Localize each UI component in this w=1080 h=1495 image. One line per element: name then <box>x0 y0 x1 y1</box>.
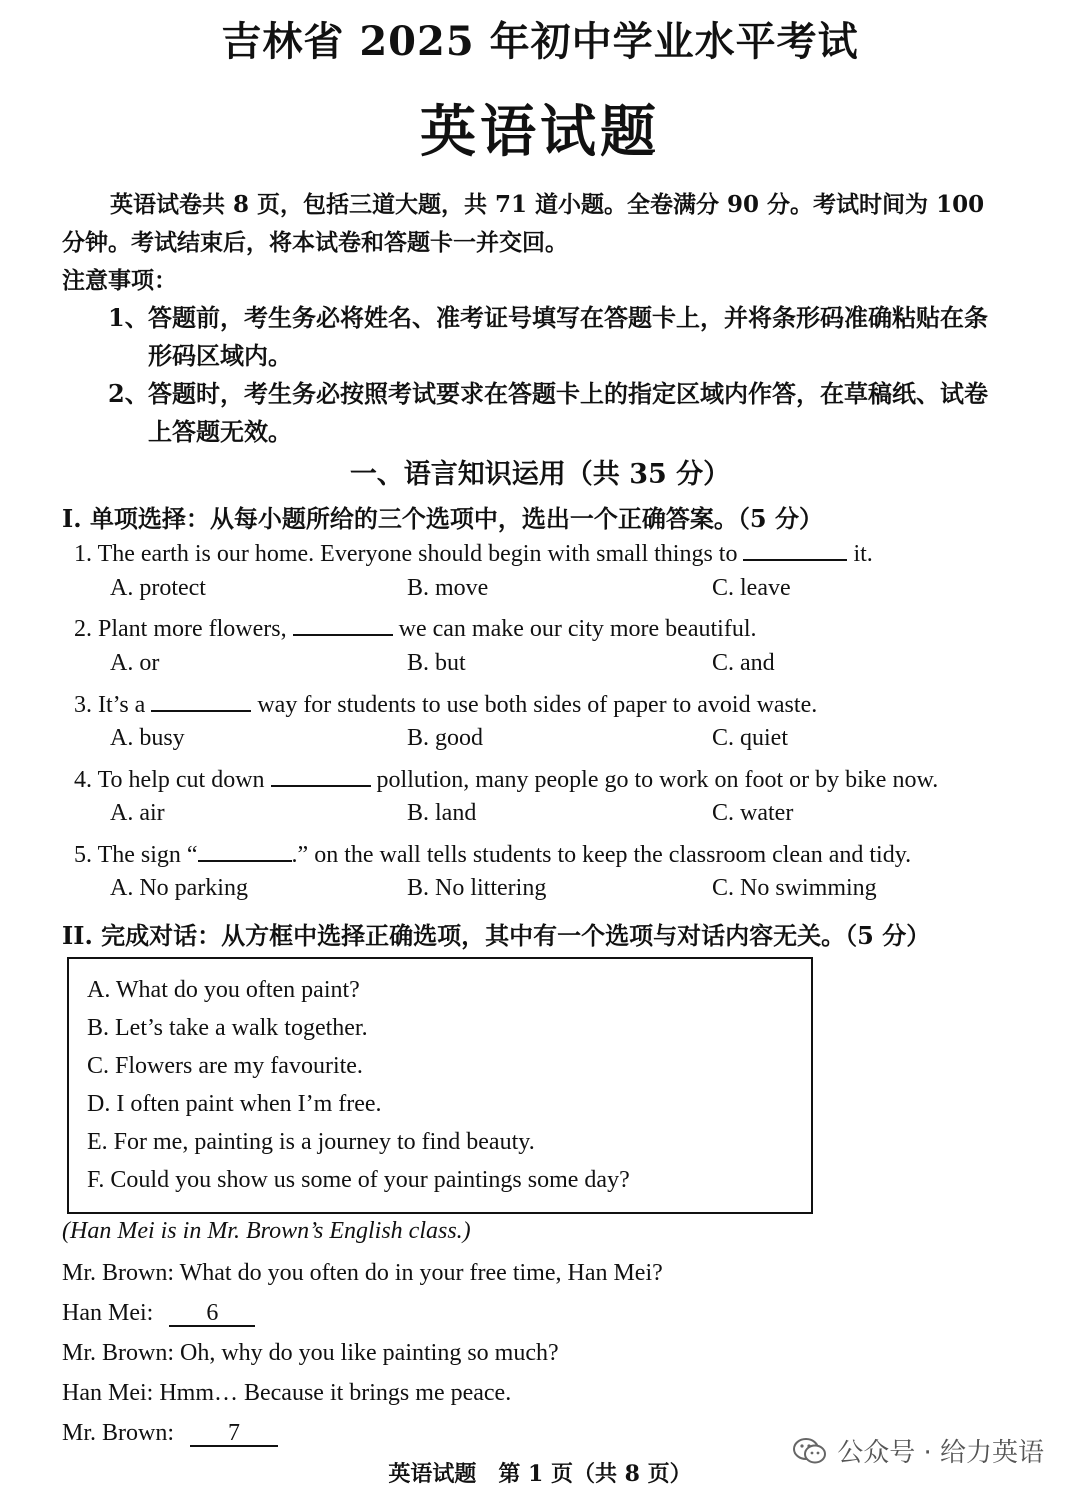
question-1-option-a: A. protect <box>110 575 206 601</box>
question-2-option-b: B. but <box>407 650 466 676</box>
dialogue-text: Oh, why do you like painting so much? <box>180 1340 559 1366</box>
box-option-b: B. Let’s take a walk together. <box>87 1015 368 1041</box>
speaker-han-mei: Han Mei: <box>62 1300 154 1326</box>
dialogue-text: What do you often do in your free time, Han Mei? <box>179 1260 663 1286</box>
question-1-option-c: C. leave <box>712 575 791 601</box>
dialogue-line-2 <box>62 1300 255 1327</box>
wechat-icon <box>793 1437 827 1465</box>
box-option-d: D. I often paint when I’m free. <box>87 1091 382 1117</box>
notice-item-2-number: 2、 <box>108 379 149 408</box>
answer-blank <box>151 688 251 712</box>
notice-item-1-number: 1、 <box>108 303 149 332</box>
speaker-mr-brown: Mr. Brown: <box>62 1260 175 1286</box>
answer-blank <box>271 763 371 787</box>
box-option-e: E. For me, painting is a journey to find beauty. <box>87 1129 535 1155</box>
question-2-tail: we can make our city more beautiful. <box>398 616 757 642</box>
answer-blank <box>743 537 847 561</box>
notice-item-2-line-2: 上答题无效。 <box>148 417 292 446</box>
question-3-stem: 3. It’s a <box>74 692 146 718</box>
intro-line-2: 分钟。考试结束后，将本试卷和答题卡一并交回。 <box>62 229 568 256</box>
question-5-option-a: A. No parking <box>110 875 248 901</box>
question-3 <box>74 688 817 719</box>
notice-item-1-line-2: 形码区域内。 <box>148 341 292 370</box>
dialogue-line-5 <box>62 1420 278 1447</box>
part-2-title: II. 完成对话：从方框中选择正确选项，其中有一个选项与对话内容无关。（5 分） <box>62 921 931 950</box>
box-option-c: C. Flowers are my favourite. <box>87 1053 363 1079</box>
question-2-stem: 2. Plant more flowers, <box>74 616 287 642</box>
question-1-tail: it. <box>853 541 873 567</box>
wechat-watermark <box>793 1432 1044 1469</box>
answer-blank-7: 7 <box>190 1421 278 1447</box>
answer-blank <box>293 612 393 636</box>
answer-blank-6: 6 <box>169 1301 255 1327</box>
exam-title: 吉林省 2025 年初中学业水平考试 <box>221 18 859 65</box>
notice-heading: 注意事项： <box>62 267 177 294</box>
answer-blank <box>198 838 292 862</box>
question-4-tail: pollution, many people go to work on foot or by bike now. <box>376 767 939 793</box>
speaker-mr-brown: Mr. Brown: <box>62 1420 175 1446</box>
dialogue-line-4 <box>62 1380 511 1407</box>
dialogue-context: (Han Mei is in Mr. Brown’s English class.) <box>62 1218 471 1244</box>
dialogue-text: Hmm… Because it brings me peace. <box>159 1380 512 1406</box>
speaker-mr-brown: Mr. Brown: <box>62 1340 175 1366</box>
question-3-option-a: A. busy <box>110 725 185 751</box>
question-5-stem: 5. The sign “ <box>74 842 198 868</box>
question-4-stem: 4. To help cut down <box>74 767 265 793</box>
watermark-text: 公众号 · 给力英语 <box>837 1438 1044 1468</box>
question-3-option-b: B. good <box>407 725 484 751</box>
question-3-tail: way for students to use both sides of paper to avoid waste. <box>257 692 818 718</box>
question-4 <box>74 763 938 794</box>
options-box <box>67 957 813 1214</box>
question-5 <box>74 838 911 869</box>
question-4-option-c: C. water <box>712 800 794 826</box>
question-2-option-a: A. or <box>110 650 160 676</box>
question-5-tail: .” on the wall tells students to keep the classroom clean and tidy. <box>291 842 912 868</box>
notice-item-2-line-1: 答题时，考生务必按照考试要求在答题卡上的指定区域内作答，在草稿纸、试卷 <box>148 379 988 408</box>
page-footer: 英语试题 第 1 页（共 8 页） <box>388 1461 692 1487</box>
question-1-stem: 1. The earth is our home. Everyone should begin with small things to <box>74 541 738 567</box>
question-1 <box>74 537 873 568</box>
part-1-title: I. 单项选择：从每小题所给的三个选项中，选出一个正确答案。（5 分） <box>62 504 823 533</box>
question-3-option-c: C. quiet <box>712 725 788 751</box>
speaker-han-mei: Han Mei: <box>62 1380 154 1406</box>
box-option-a: A. What do you often paint? <box>87 977 360 1003</box>
notice-item-1-line-1: 答题前，考生务必将姓名、准考证号填写在答题卡上，并将条形码准确粘贴在条 <box>148 303 988 332</box>
question-5-option-b: B. No littering <box>407 875 547 901</box>
question-2-option-c: C. and <box>712 650 775 676</box>
intro-line-1: 英语试卷共 8 页，包括三道大题，共 71 道小题。全卷满分 90 分。考试时间为 100 <box>110 191 985 218</box>
question-4-option-b: B. land <box>407 800 477 826</box>
subject-title: 英语试题 <box>420 99 660 165</box>
section-1-title: 一、语言知识运用（共 35 分） <box>349 459 731 490</box>
question-4-option-a: A. air <box>110 800 165 826</box>
question-2 <box>74 612 756 643</box>
box-option-f: F. Could you show us some of your paintings some day? <box>87 1167 630 1193</box>
dialogue-line-1 <box>62 1260 663 1287</box>
dialogue-line-3 <box>62 1340 559 1367</box>
question-5-option-c: C. No swimming <box>712 875 877 901</box>
question-1-option-b: B. move <box>407 575 489 601</box>
